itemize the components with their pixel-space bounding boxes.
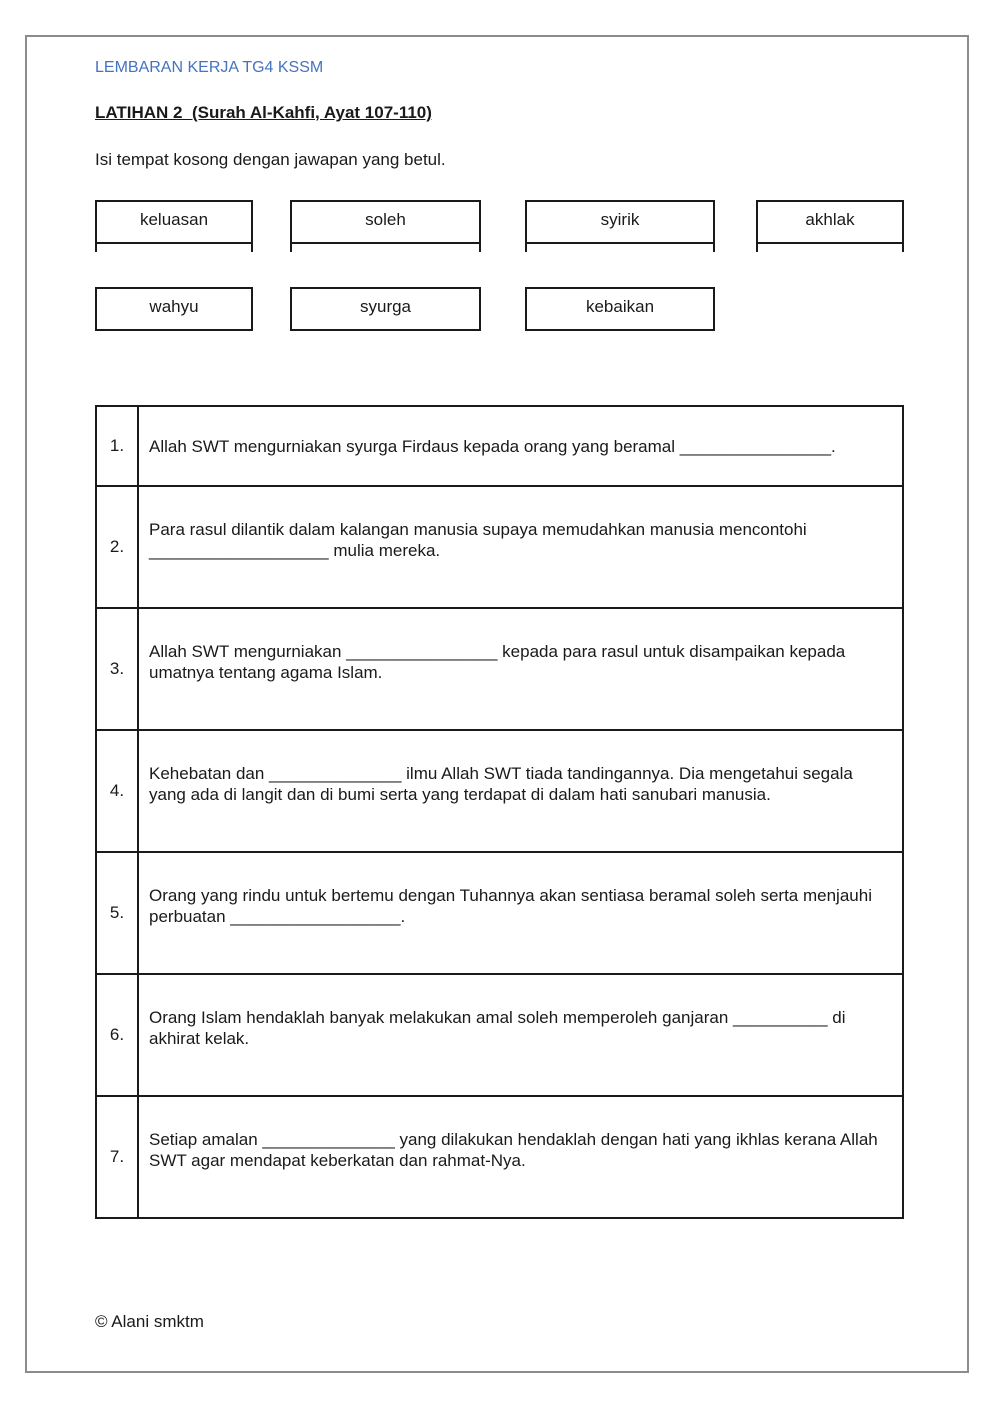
word-bank-item[interactable]: akhlak	[756, 200, 904, 252]
question-text[interactable]: Orang Islam hendaklah banyak melakukan amal soleh memperoleh ganjaran __________ di akhirat kelak.	[138, 974, 903, 1096]
question-row	[96, 852, 903, 974]
word-bank-item[interactable]: soleh	[290, 200, 481, 252]
question-text[interactable]: Para rasul dilantik dalam kalangan manusia supaya memudahkan manusia mencontohi ___________________ mulia mereka.	[138, 486, 903, 608]
word-bank-item[interactable]: syurga	[290, 287, 481, 331]
question-row	[96, 608, 903, 730]
question-text[interactable]: Kehebatan dan ______________ ilmu Allah SWT tiada tandingannya. Dia mengetahui segala yang ada di langit dan di bumi serta yang terdapat di dalam hati sanubari manusia.	[138, 730, 903, 852]
questions-table	[95, 405, 904, 1219]
word-bank-item[interactable]: kebaikan	[525, 287, 715, 331]
exercise-title: LATIHAN 2 (Surah Al-Kahfi, Ayat 107-110)	[95, 103, 432, 122]
question-row	[96, 730, 903, 852]
question-text[interactable]: Setiap amalan ______________ yang dilakukan hendaklah dengan hati yang ikhlas kerana Allah SWT agar mendapat keberkatan dan rahmat-Nya.	[138, 1096, 903, 1218]
question-number: 3.	[96, 608, 138, 730]
question-row	[96, 974, 903, 1096]
question-number: 6.	[96, 974, 138, 1096]
question-text[interactable]: Allah SWT mengurniakan ________________ kepada para rasul untuk disampaikan kepada umatnya tentang agama Islam.	[138, 608, 903, 730]
question-row	[96, 486, 903, 608]
question-row	[96, 1096, 903, 1218]
word-bank-item[interactable]: syirik	[525, 200, 715, 252]
instruction-text: Isi tempat kosong dengan jawapan yang betul.	[95, 150, 446, 169]
question-number: 4.	[96, 730, 138, 852]
word-bank-item[interactable]: wahyu	[95, 287, 253, 331]
question-number: 5.	[96, 852, 138, 974]
question-row	[96, 406, 903, 486]
worksheet-header: LEMBARAN KERJA TG4 KSSM	[95, 59, 324, 76]
question-number: 1.	[96, 406, 138, 486]
question-text[interactable]: Orang yang rindu untuk bertemu dengan Tuhannya akan sentiasa beramal soleh serta menjauhi perbuatan __________________.	[138, 852, 903, 974]
question-number: 7.	[96, 1096, 138, 1218]
copyright-footer: © Alani smktm	[95, 1312, 204, 1331]
question-number: 2.	[96, 486, 138, 608]
question-text[interactable]: Allah SWT mengurniakan syurga Firdaus kepada orang yang beramal ________________.	[138, 406, 903, 486]
word-bank-item[interactable]: keluasan	[95, 200, 253, 252]
